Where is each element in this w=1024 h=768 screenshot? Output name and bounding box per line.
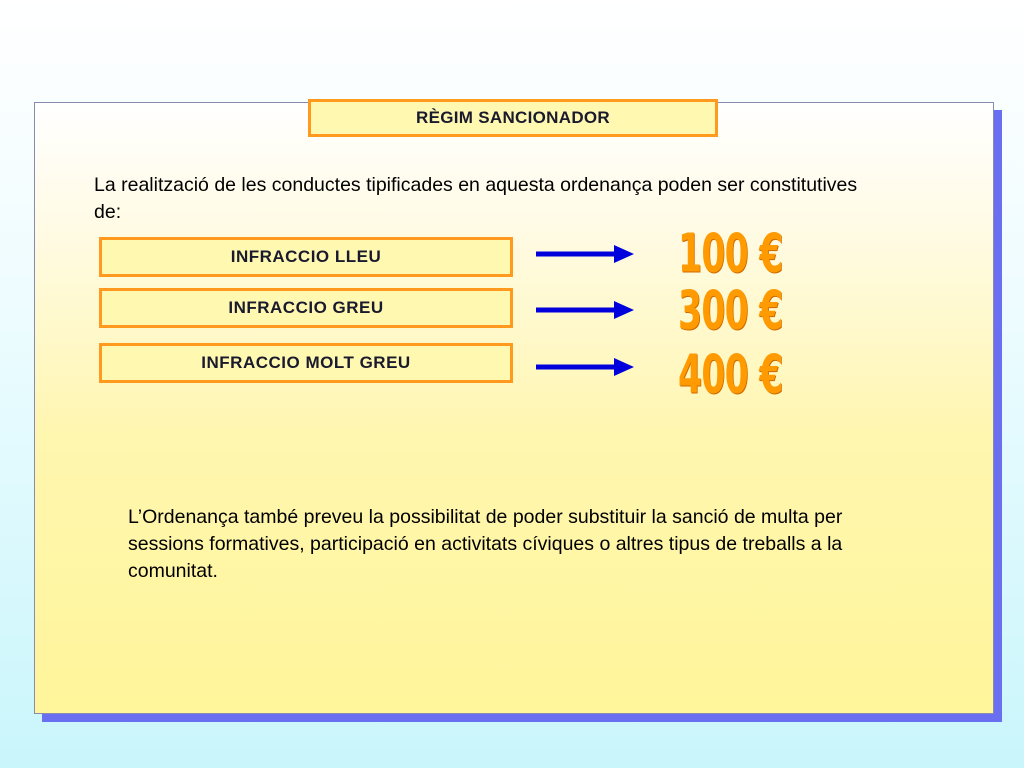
slide-title-text: RÈGIM SANCIONADOR	[416, 108, 610, 127]
right-arrow-icon	[536, 357, 636, 377]
infraction-box-greu	[99, 288, 513, 328]
amount-greu: 300 €	[678, 279, 783, 342]
right-arrow-icon	[536, 300, 636, 320]
infraction-label: INFRACCIO LLEU	[230, 247, 382, 266]
infraction-label: INFRACCIO GREU	[228, 298, 384, 317]
amount-molt-greu: 400 €	[678, 343, 783, 406]
right-arrow-icon	[536, 244, 636, 264]
infraction-label: INFRACCIO MOLT GREU	[201, 353, 411, 372]
slide-title	[308, 99, 718, 137]
intro-paragraph: La realització de les conductes tipificades en aquesta ordenança poden ser constitutives de:	[94, 174, 858, 223]
amount-lleu: 100 €	[678, 222, 783, 285]
note-paragraph: L’Ordenança també preveu la possibilitat de poder substituir la sanció de multa per sessions formatives, participació en activitats cíviques o altres tipus de treballs a la comunitat.	[128, 506, 843, 582]
infraction-box-lleu	[99, 237, 513, 277]
infraction-box-molt-greu	[99, 343, 513, 383]
